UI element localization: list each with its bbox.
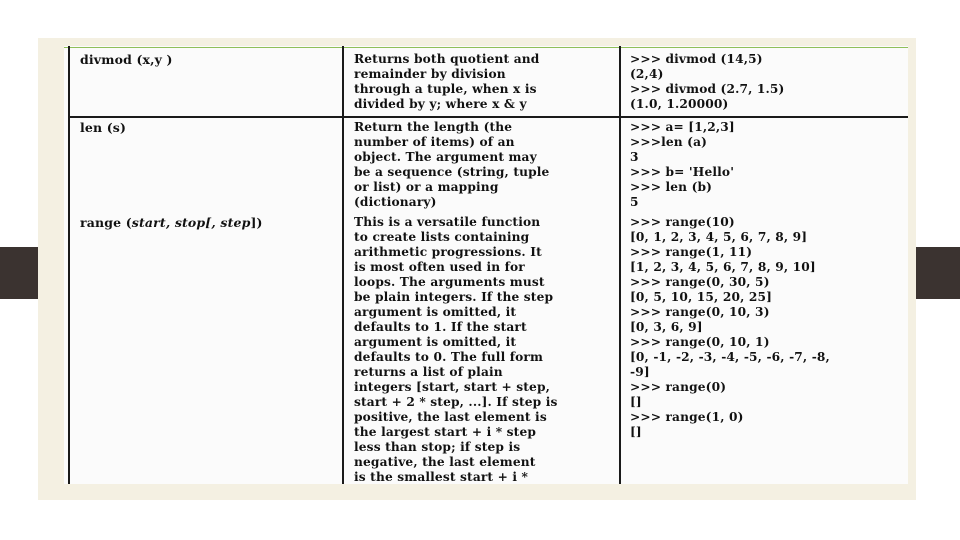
row-1-example: >>> divmod (14,5) (2,4) >>> divmod (2.7, 1.5) (1.0, 1.20000) bbox=[630, 52, 785, 111]
column-divider-1 bbox=[342, 46, 344, 484]
row-2-example: >>> a= [1,2,3] >>>len (a) 3 >>> b= 'Hello' >>> len (b) 5 bbox=[630, 120, 735, 209]
row-3-example: >>> range(10) [0, 1, 2, 3, 4, 5, 6, 7, 8, 9] >>> range(1, 11) [1, 2, 3, 4, 5, 6, 7, 8, 9, 10] >>> range(0, 30, 5) [0, 5, 10, 15, 20, 25] >>> range(0, 10, 3) [0, 3, 6, 9] >>> range(0, 10, 1) [0, -1, -2, -3, -4, -5, -6, -7, -8, -9] >>> range(0) [] >>> range(1, 0) [] bbox=[630, 215, 830, 439]
row-3-function: range (start, stop[, step]) bbox=[80, 215, 263, 230]
function-table bbox=[64, 46, 908, 484]
column-divider-2 bbox=[619, 46, 621, 484]
row-divider-1 bbox=[68, 116, 908, 118]
top-rule bbox=[64, 47, 908, 48]
row-1-function: divmod (x,y ) bbox=[80, 52, 173, 67]
row-1-description: Returns both quotient and remainder by division through a tuple, when x is divided by y; where x & y bbox=[354, 52, 540, 111]
row-2-function: len (s) bbox=[80, 120, 127, 135]
table-border-left bbox=[68, 46, 70, 484]
slide-frame bbox=[38, 38, 916, 500]
row-3-description: This is a versatile function to create lists containing arithmetic progressions. It is most often used in for loops. The arguments must be plain integers. If the step argument is omitted, it defaults to 1. If the start argument is omitted, it defaults to 0. The full form returns a list of plain integers [start, start + step, start + 2 * step, ...]. If step is positive, the last element is the largest start + i * step less than stop; if step is negative, the last element is the smallest start + i * bbox=[354, 215, 558, 484]
row-2-description: Return the length (the number of items) of an object. The argument may be a sequence (string, tuple or list) or a mapping (dictionary) bbox=[354, 120, 550, 209]
